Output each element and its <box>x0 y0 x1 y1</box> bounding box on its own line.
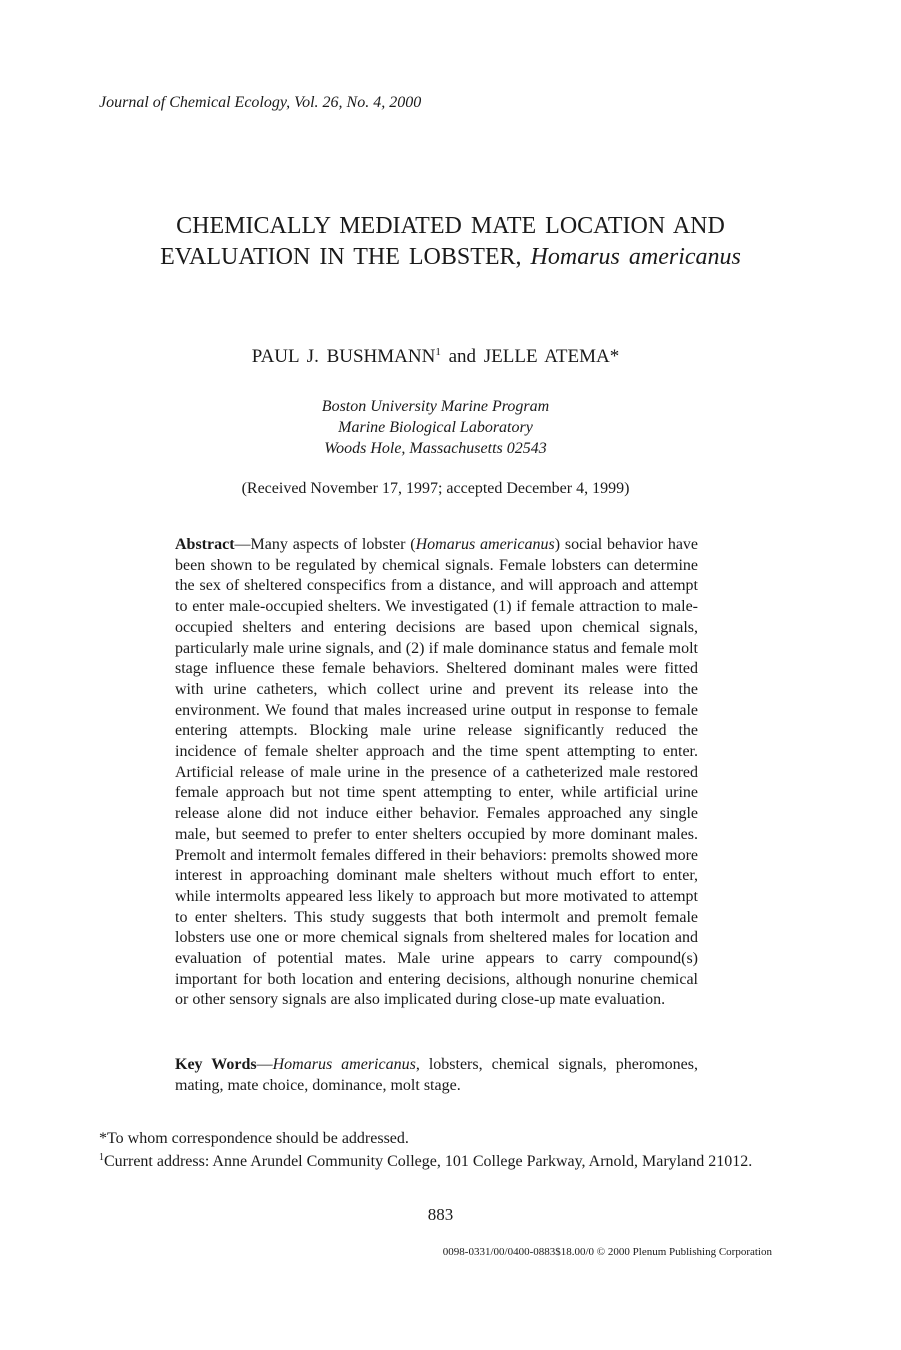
keywords-text: , lobsters, chemical signals, pheromones, mating, mate choice, dominance, molt stage. <box>175 1056 698 1094</box>
keywords <box>175 1054 698 1096</box>
footnote-address-text: Current address: Anne Arundel Community College, 101 College Parkway, Arnold, Maryland 21012. <box>104 1153 753 1170</box>
abstract-dash: — <box>234 536 251 553</box>
abstract-text-a: Many aspects of lobster ( <box>250 536 416 553</box>
footnote-address-mark: 1 <box>99 1152 104 1163</box>
author-2: JELLE ATEMA* <box>483 346 620 367</box>
abstract <box>175 535 698 1011</box>
page-number: 883 <box>427 1205 454 1224</box>
copyright-line: 0098-0331/00/0400-0883$18.00/0 © 2000 Plenum Publishing Corporation <box>442 1246 772 1258</box>
author-1: PAUL J. BUSHMANN <box>251 346 436 367</box>
title-species: Homarus americanus <box>530 244 741 270</box>
received-dates: (Received November 17, 1997; accepted December 4, 1999) <box>241 480 630 497</box>
keywords-species: Homarus americanus <box>272 1056 416 1073</box>
footnote-corresponding: *To whom correspondence should be addressed. <box>99 1130 409 1147</box>
affiliation <box>0 396 871 459</box>
affiliation-line: Marine Biological Laboratory <box>338 419 533 436</box>
abstract-species: Homarus americanus <box>415 536 555 553</box>
journal-citation: Journal of Chemical Ecology, Vol. 26, No. 4, 2000 <box>99 94 422 111</box>
footnote-address <box>99 1148 773 1171</box>
abstract-label: Abstract <box>175 536 235 553</box>
author-conjunction: and <box>440 346 484 367</box>
title-line-2-prefix: EVALUATION IN THE LOBSTER, <box>160 244 531 270</box>
article-title <box>0 211 901 273</box>
affiliation-line: Boston University Marine Program <box>321 398 550 415</box>
keywords-dash: — <box>256 1056 273 1073</box>
abstract-text-b: ) social behavior have been shown to be regulated by chemical signals. Female lobsters can determine the sex of sheltered conspecifics from a distance, and will approach and attempt to enter male-occupied shelters. We investigated (1) if female attraction to male-occupied shelters and entering decisions are based upon chemical signals, particularly male urine signals, and (2) if male dominance status and female molt stage influence these female behaviors. Sheltered dominant males were fitted with urine catheters, which collect urine and prevent its release into the environment. We found that males increased urine output in response to female entering attempts. Blocking male urine release significantly reduced the incidence of female shelter approach and the time spent attempting to enter. Artificial release of male urine in the presence of a catheterized male restored female approach but not time spent attempting to enter, while artificial urine release alone did not induce either behavior. Females approached any single male, but seemed to prefer to enter shelters occupied by more dominant males. Premolt and intermolt females differed in their behaviors: premolts showed more interest in approaching dominant male shelters without much effort to enter, while intermolts appeared less likely to approach but more motivated to attempt to enter shelters. This study suggests that both intermolt and premolt female lobsters use one or more chemical signals from sheltered males for location and evaluation of potential mates. Male urine appears to carry compound(s) important for both location and entering decisions, although nonurine chemical or other sensory signals are also implicated during close-up mate evaluation. <box>175 536 699 1009</box>
footnotes <box>99 1129 773 1171</box>
author-1-footnote-mark: 1 <box>435 346 441 358</box>
author-list <box>0 346 871 368</box>
title-line-2 <box>0 242 901 273</box>
keywords-label: Key Words <box>175 1056 257 1073</box>
affiliation-line: Woods Hole, Massachusetts 02543 <box>324 440 547 457</box>
title-line-1: CHEMICALLY MEDIATED MATE LOCATION AND <box>176 213 725 239</box>
